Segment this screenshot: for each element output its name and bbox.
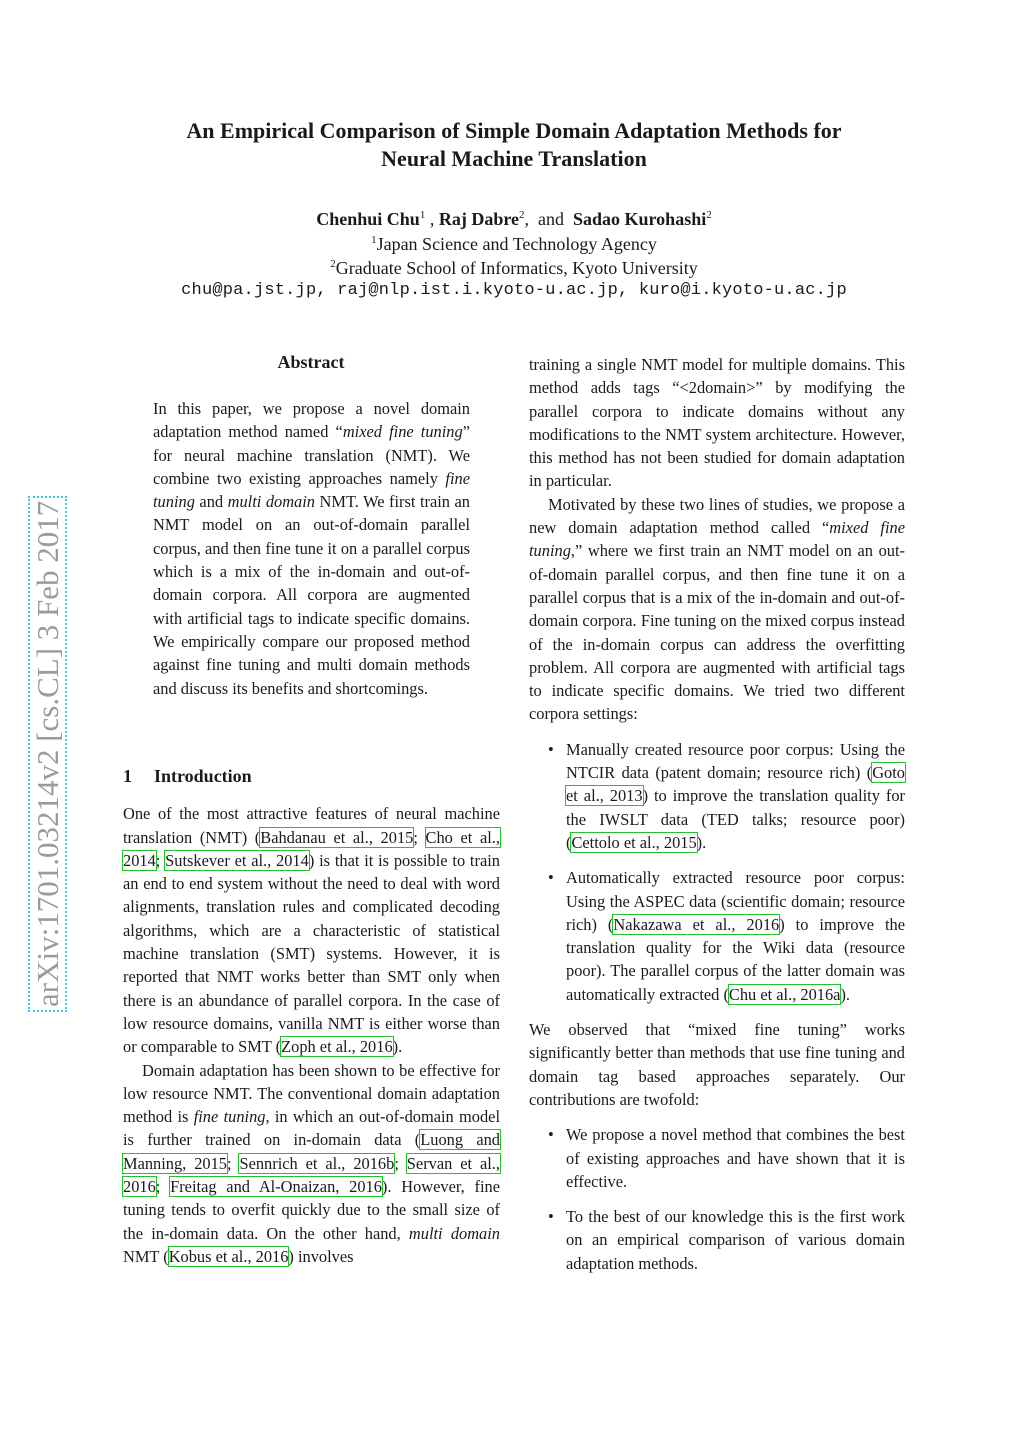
citation-link[interactable]: Cho et al., 2014 [123,827,500,870]
right-column [529,353,905,1287]
bullet-icon: • [548,739,554,759]
paper-title [100,117,928,173]
sep: ; [155,850,166,870]
author-emails: chu@pa.jst.jp, raj@nlp.ist.i.kyoto-u.ac.jp, kuro@i.kyoto-u.ac.jp [181,281,847,300]
abstract-body [153,397,470,700]
text: ,” where we first train an NMT model on an out-of-domain parallel corpus, and then fine tune it on a parallel corpus that is a mix of the in-domain and out-of-domain corpora. Fine tuning on the mixed corpus instead of the in-domain corpus can address the overfitting problem. All corpora are augmented with artificial tags to indicate specific domains. We tried two different corpora settings: [529,541,905,724]
citation-link[interactable]: Nakazawa et al., 2016 [613,914,780,934]
abs-em-mixed-fine-tuning: mixed fine tuning [342,422,463,442]
citation-link[interactable]: Bahdanau et al., 2015 [260,827,414,847]
list-item [529,1123,905,1193]
text: NMT ( [123,1246,169,1266]
author-1-sup: 1 [419,209,426,221]
list-item [529,1205,905,1275]
author-2: Raj Dabre [438,209,519,229]
aff-2-sup: 2 [330,258,336,270]
citation-link[interactable]: Chu et al., 2016a [728,984,841,1004]
citation-link[interactable]: Goto et al., 2013 [566,763,905,806]
title-line-2: Neural Machine Translation [381,146,647,171]
author-list: Chenhui Chu$^1$ , Raj Dabre$^2$, and Sadao Kurohashi$^2$ [316,209,712,229]
aff-1-sup: 1 [371,234,377,246]
author-3-sup: 2 [706,209,712,221]
intro-paragraph-2 [123,1059,500,1269]
text: Automatically extracted resource poor corpus: Using the ASPEC data (scientific domain; resource rich) ( [566,868,905,934]
author-3: Sadao Kurohashi [572,209,707,229]
abs-text-2: ” for neural machine translation (NMT). We combine two existing approaches namely [153,422,470,488]
text: ). [696,832,707,852]
text: Domain adaptation has been shown to be effective for low resource NMT. The conventional domain adaptation method is [123,1060,500,1127]
abs-text-1: In this paper, we propose a novel domain adaptation method named “ [153,399,470,442]
text: ) to improve the translation quality for the Wiki data (resource poor). The parallel corpus of the latter domain was automatically extracted ( [566,914,906,1004]
citation-link[interactable]: Servan et al., 2016 [123,1153,500,1197]
left-column [123,765,500,1268]
title-line-1: An Empirical Comparison of Simple Domain Adaptation Methods for [186,118,842,143]
text: Manually created resource poor corpus: Using the NTCIR data (patent domain; resource rich) ( [566,739,905,783]
and-word: and [537,209,564,229]
intro-paragraph-1 [123,802,500,1058]
corpora-settings-list [529,738,905,1006]
bullet-icon: • [548,1207,554,1227]
citation-link[interactable]: Freitag and Al-Onaizan, 2016 [170,1177,382,1197]
arxiv-id: arXiv:1701.03214v2 [cs.CL] 3 Feb 2017 [28,496,67,1012]
sep: ; [226,1153,232,1173]
citation-link[interactable]: Kobus et al., 2016 [168,1246,289,1266]
text: , in which an out-of-domain model is further trained on in-domain data ( [123,1107,500,1150]
em-multi-domain: multi domain [408,1223,500,1243]
text: We propose a novel method that combines the best of existing approaches and have shown that it is effective. [566,1125,905,1191]
aff-2-text: Graduate School of Informatics, Kyoto University [335,258,698,278]
affiliation-2 [100,252,928,280]
list-item [529,866,905,1006]
bullet-icon: • [548,868,554,888]
list-item [529,738,905,854]
section-title: Introduction [154,766,252,786]
text: ). [840,984,851,1004]
citation-link[interactable]: Cettolo et al., 2015 [571,832,697,852]
sep: ; [413,827,418,847]
abs-text-3: and [194,492,228,512]
author-1: Chenhui Chu [316,209,420,229]
aff-1-text: Japan Science and Technology Agency [376,234,657,254]
em-mixed-fine-tuning: mixed fine tuning [529,518,906,561]
abstract-paragraph [153,397,470,700]
text: ). However, fine tuning tends to overfit quickly due to the small size of the in-domain data. On the other hand, [123,1177,500,1243]
em-fine-tuning: fine tuning [193,1107,266,1127]
text: To the best of our knowledge this is the first work on an empirical comparison of various domain adaptation methods. [566,1207,905,1273]
sep: ; [394,1153,399,1173]
text: ). [392,1037,403,1057]
abs-em-multi-domain: multi domain [227,492,316,512]
right-paragraph-3: We observed that “mixed fine tuning” works significantly better than methods that use fine tuning and domain tag based approaches separately. Our contributions are twofold: [529,1020,905,1109]
abstract-heading: Abstract [277,352,345,372]
citation-link[interactable]: Luong and Manning, 2015 [123,1130,500,1173]
text: ) to improve the translation quality for the IWSLT data (TED talks; resource poor) ( [566,786,905,852]
right-paragraph-2 [529,493,905,726]
section-number: 1 [123,766,132,786]
text: One of the most attractive features of neural machine translation (NMT) ( [123,804,500,847]
intro-heading [123,765,500,788]
text: ) is that it is possible to train an end to end system without the need to deal with word alignments, translation rules and complicated decoding algorithms, which are a characteristic of statistical machine translation (SMT) systems. However, it is reported that NMT works better than SMT only when there is an abundance of parallel corpora. In the case of low resource domains, vanilla NMT is either worse than or comparable to SMT ( [123,850,500,1057]
citation-link[interactable]: Sennrich et al., 2016b [239,1153,395,1173]
citation-link[interactable]: Sutskever et al., 2014 [165,850,309,870]
arxiv-stamp [28,412,68,1012]
citation-link[interactable]: Zoph et al., 2016 [281,1037,393,1057]
right-paragraph-1: training a single NMT model for multiple domains. This method adds tags “<2domain>” by modifying the parallel corpora to indicate domains without any modifications to the NMT system architecture. However, this method has not been studied for domain adaptation in particular. [529,355,905,491]
sep: ; [155,1177,161,1197]
contributions-list [529,1123,905,1275]
abs-em-fine-tuning: fine tuning [153,468,470,512]
text: Motivated by these two lines of studies, we propose a new domain adaptation method called “ [529,494,905,538]
author-2-sup: 2 [518,209,525,221]
text: ) involves [288,1246,354,1266]
abs-text-4: NMT. We first train an NMT model on an out-of-domain parallel corpus, and then fine tune it on a parallel corpus which is a mix of the in-domain and out-of-domain corpora. All corpora are augmented with artificial tags to indicate specific domains. We empirically compare our proposed method against fine tuning and multi domain methods and discuss its benefits and shortcomings. [153,492,470,698]
bullet-icon: • [548,1125,554,1145]
